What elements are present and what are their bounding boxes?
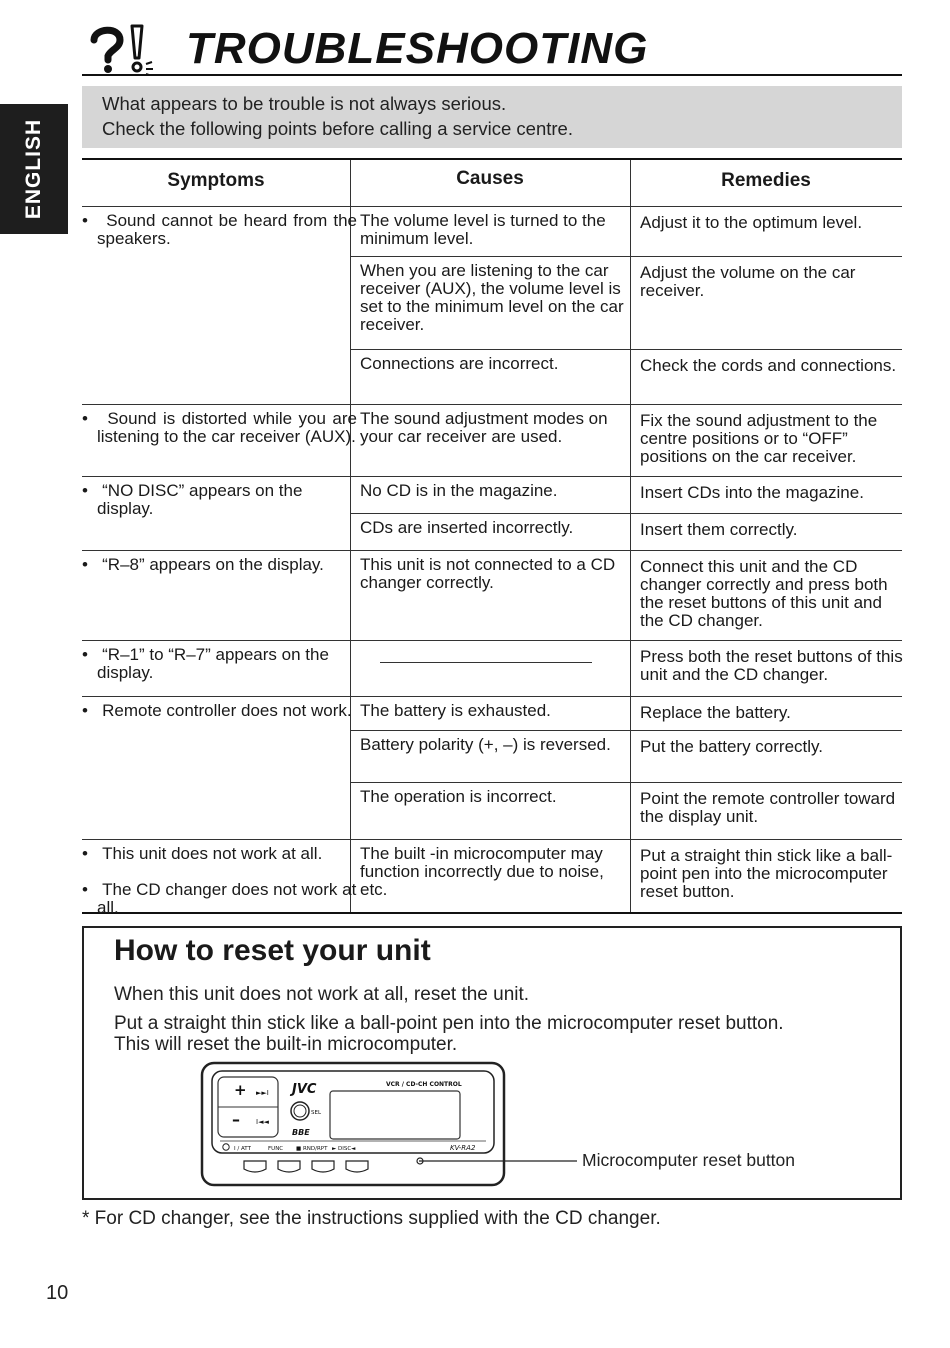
bullet: •: [82, 481, 103, 500]
cause-text: The sound adjustment modes on your car receiver are used.: [360, 409, 608, 446]
row-divider: [350, 513, 902, 514]
bullet: •: [82, 409, 108, 428]
cause-text: Connections are incorrect.: [360, 354, 559, 373]
brand-logo: JVC: [292, 1082, 317, 1097]
symptom-item: [82, 482, 357, 518]
language-tab: [0, 104, 68, 234]
disc-label: ► DISC◄: [332, 1146, 356, 1152]
group-divider: [82, 640, 902, 641]
symptom-text: Remote controller does not work.: [102, 701, 352, 720]
cause-text: No CD is in the magazine.: [360, 481, 558, 500]
rnd-label: ■ RND/RPT: [296, 1146, 328, 1152]
reset-paragraph-1: When this unit does not work at all, reset the unit.: [114, 984, 530, 1005]
power-label: I / ATT: [234, 1146, 251, 1152]
remedy-text: Put a straight thin stick like a ball-point pen into the microcomputer reset button.: [640, 846, 893, 901]
bullet: •: [82, 211, 107, 230]
symptom-item: [82, 212, 357, 248]
group-divider: [82, 696, 902, 697]
remedy-text: Check the cords and connections.: [640, 356, 897, 375]
symptom-text: Sound cannot be heard from the speakers.: [97, 211, 357, 248]
cause-text: When you are listening to the car receiver (AUX), the volume level is set to the minimum level on the car receiver.: [360, 261, 624, 334]
causes-header: Causes: [456, 168, 524, 189]
page-number: 10: [46, 1282, 69, 1304]
row-divider: [350, 349, 902, 350]
question-exclamation-icon: [86, 22, 156, 74]
footnote: * For CD changer, see the instructions supplied with the CD changer.: [82, 1208, 661, 1229]
symptom-text: Sound is distorted while you are listening to the car receiver (AUX).: [97, 409, 357, 446]
row-divider: [350, 730, 902, 731]
model-label: KV-RA2: [450, 1144, 476, 1152]
remedy-text: Put the battery correctly.: [640, 737, 823, 756]
symptom-item: [82, 410, 357, 446]
prev-key: I◄◄: [256, 1118, 269, 1126]
group-divider: [82, 550, 902, 551]
cause-text: The operation is incorrect.: [360, 787, 557, 806]
reset-paragraph-2-line-1: Put a straight thin stick like a ball-point pen into the microcomputer reset button.: [114, 1013, 784, 1034]
symptom-text: “R–1” to “R–7” appears on the display.: [97, 645, 329, 682]
row-divider: [350, 256, 902, 257]
cause-text: The battery is exhausted.: [360, 701, 551, 720]
no-cause-dash: [380, 662, 592, 663]
symptom-text: The CD changer does not work at all.: [97, 880, 357, 917]
sel-label: SEL: [311, 1110, 322, 1116]
page-title: TROUBLESHOOTING: [186, 24, 649, 73]
table-top-rule: [82, 158, 902, 160]
remedy-text: Insert them correctly.: [640, 520, 798, 539]
intro-box: [82, 86, 902, 148]
device-header: VCR / CD-CH CONTROL: [386, 1081, 462, 1088]
symptom-text: This unit does not work at all.: [102, 844, 323, 863]
group-divider: [82, 839, 902, 840]
intro-line-1: What appears to be trouble is not always serious.: [102, 93, 507, 114]
cause-text: CDs are inserted incorrectly.: [360, 518, 574, 537]
table-header-rule: [82, 206, 902, 207]
column-divider: [350, 160, 351, 912]
func-label: FUNC: [268, 1146, 284, 1152]
remote-unit-illustration: [200, 1061, 506, 1189]
reset-leader-line: [419, 1160, 579, 1162]
remedy-text: Adjust the volume on the car receiver.: [640, 263, 856, 300]
reset-button-label: Microcomputer reset button: [582, 1150, 796, 1170]
reset-paragraph-2-line-2: This will reset the built-in microcomputer.: [114, 1034, 458, 1055]
remedy-text: Replace the battery.: [640, 703, 791, 722]
intro-line-2: Check the following points before calling a service centre.: [102, 118, 573, 139]
row-divider: [350, 782, 902, 783]
symptom-text: “R–8” appears on the display.: [102, 555, 324, 574]
remedies-header: Remedies: [721, 170, 811, 191]
title-divider: [82, 74, 902, 76]
bullet: •: [82, 701, 103, 720]
symptom-item: [82, 702, 357, 720]
bullet: •: [82, 844, 103, 863]
cause-text: This unit is not connected to a CD changer correctly.: [360, 555, 616, 592]
plus-key: +: [234, 1081, 247, 1099]
group-divider: [82, 476, 902, 477]
cause-text: Battery polarity (+, –) is reversed.: [360, 735, 611, 754]
remedy-text: Fix the sound adjustment to the centre positions or to “OFF” positions on the car receiver.: [640, 411, 878, 466]
title-row: [82, 20, 902, 74]
symptom-text: “NO DISC” appears on the display.: [97, 481, 303, 518]
minus-key: –: [232, 1110, 240, 1129]
remedy-text: Point the remote controller toward the display unit.: [640, 789, 896, 826]
reset-section: [82, 926, 902, 1200]
bbe-logo: BBE: [292, 1128, 310, 1137]
bullet: •: [82, 645, 103, 664]
cause-text: The volume level is turned to the minimum level.: [360, 211, 606, 248]
cause-text: The built -in microcomputer may function incorrectly due to noise, etc.: [360, 844, 604, 899]
symptom-item: [82, 646, 357, 682]
language-tab-label: ENGLISH: [22, 118, 45, 220]
remedy-text: Connect this unit and the CD changer correctly and press both the reset buttons of this unit and the CD changer.: [640, 557, 888, 630]
group-divider: [82, 404, 902, 405]
symptoms-header: Symptoms: [167, 170, 265, 191]
remedy-text: Press both the reset buttons of this unit and the CD changer.: [640, 647, 903, 684]
symptom-item: [82, 881, 357, 917]
reset-title: How to reset your unit: [114, 934, 431, 967]
remedy-text: Insert CDs into the magazine.: [640, 483, 864, 502]
bullet: •: [82, 880, 103, 899]
bullet: •: [82, 555, 103, 574]
next-key: ►►I: [256, 1089, 269, 1097]
column-divider: [630, 160, 631, 912]
symptom-item: [82, 556, 357, 574]
remedy-text: Adjust it to the optimum level.: [640, 213, 863, 232]
symptom-item: [82, 845, 357, 863]
